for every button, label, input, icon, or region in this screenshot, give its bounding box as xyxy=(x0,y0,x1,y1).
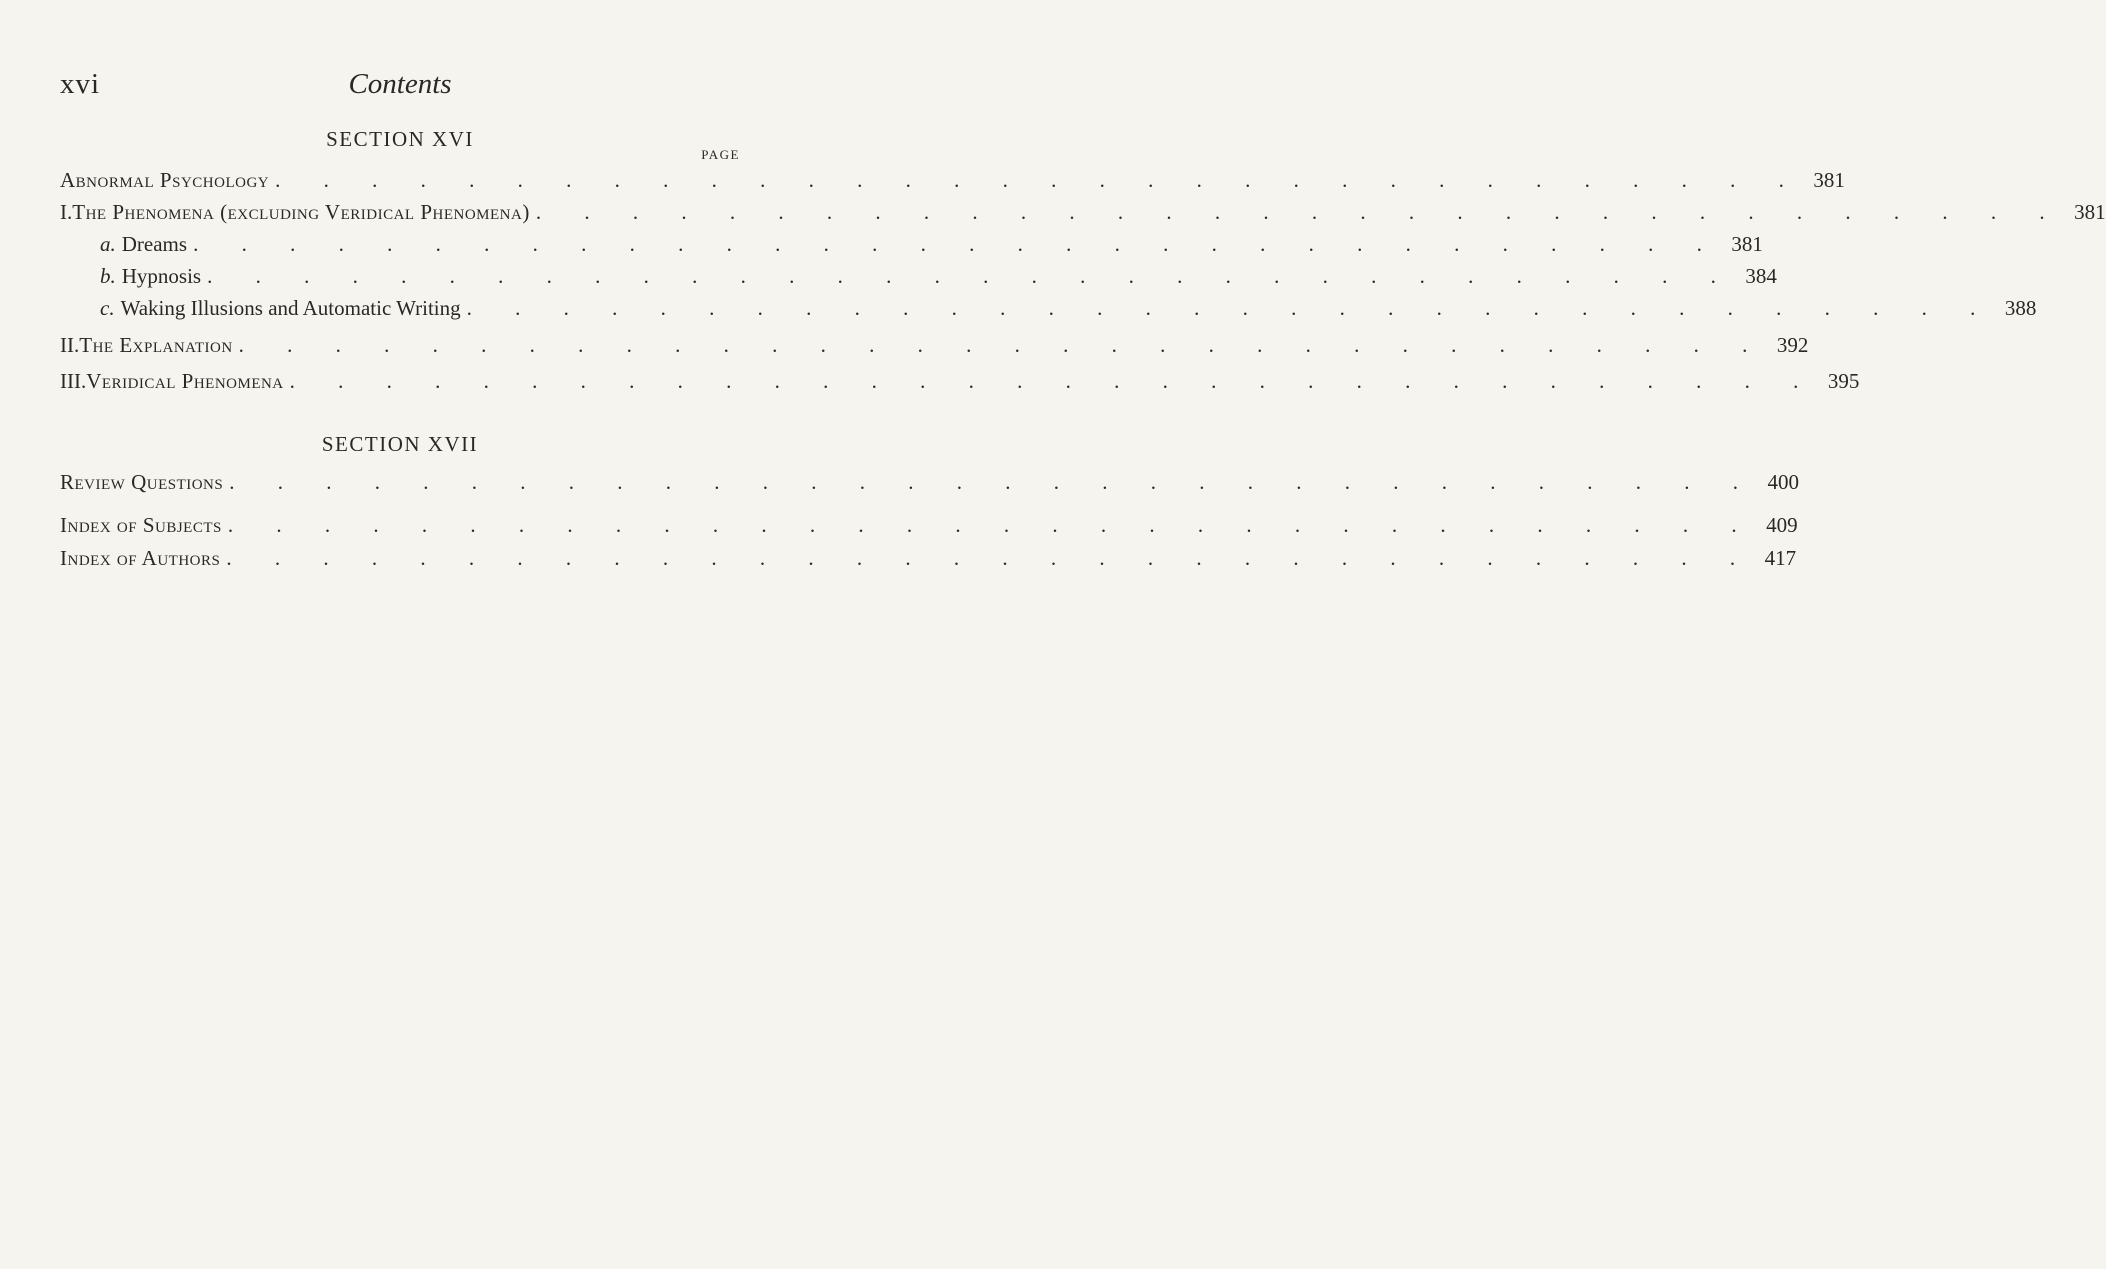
entry-page: 381 xyxy=(1731,232,1763,256)
page-number: xvi xyxy=(60,68,101,100)
entry-title: Review Questions xyxy=(60,470,224,494)
toc-entry-abnormal-psychology xyxy=(60,168,1845,198)
entry-title: Dreams xyxy=(121,232,188,256)
dot-leader: . . . . . . . . . . . . . . . . . . . . . . . . . . . . . . . . xyxy=(466,296,1995,320)
entry-title: Abnormal Psychology xyxy=(60,168,270,192)
entry-letter: b. xyxy=(100,264,116,288)
toc-entry-phenomena xyxy=(60,200,2106,230)
dot-leader: . . . . . . . . . . . . . . . . . . . . . . . . . . . . . . . . xyxy=(275,168,1803,192)
dot-leader: . . . . . . . . . . . . . . . . . . . . . . . . . . . . . . . . xyxy=(229,470,1757,494)
toc-entry-waking-illusions xyxy=(100,296,2037,326)
toc-entry-hypnosis xyxy=(100,264,1777,294)
entry-number: III. xyxy=(60,369,87,393)
entry-title: Waking Illusions and Automatic Writing xyxy=(120,296,461,320)
toc-entry-veridical-phenomena xyxy=(60,369,1860,399)
running-head xyxy=(60,68,740,108)
section-heading: SECTION XVI xyxy=(326,127,474,151)
entry-page: 381 xyxy=(1813,168,1845,192)
toc-entry-explanation xyxy=(60,333,1809,363)
entry-page: 381 xyxy=(2074,200,2106,224)
entry-number: II. xyxy=(60,333,80,357)
toc-entry-index-authors xyxy=(60,546,1797,576)
entry-title: The Explanation xyxy=(79,333,233,357)
dot-leader: . . . . . . . . . . . . . . . . . . . . . . . . . . . . . . . . xyxy=(535,200,2064,224)
entry-title: Hypnosis xyxy=(121,264,202,288)
entry-page: 409 xyxy=(1766,513,1798,537)
dot-leader: . . . . . . . . . . . . . . . . . . . . . . . . . . . . . . . . xyxy=(289,369,1818,393)
dot-leader: . . . . . . . . . . . . . . . . . . . . . . . . . . . . . . . . xyxy=(193,232,1721,256)
dot-leader: . . . . . . . . . . . . . . . . . . . . . . . . . . . . . . . . xyxy=(238,333,1767,357)
entry-title: The Phenomena (excluding Veridical Phenomena) xyxy=(72,200,530,224)
entry-page: 384 xyxy=(1745,264,1777,288)
toc-entry-index-subjects xyxy=(60,513,1798,543)
entry-page: 392 xyxy=(1776,333,1809,357)
page-title: Contents xyxy=(348,68,452,100)
toc-entry-dreams xyxy=(100,232,1763,262)
entry-number: I. xyxy=(60,200,73,224)
page-column-label: PAGE xyxy=(701,147,740,162)
entry-letter: c. xyxy=(100,296,115,320)
dot-leader: . . . . . . . . . . . . . . . . . . . . . . . . . . . . . . . . xyxy=(207,264,1735,288)
dot-leader: . . . . . . . . . . . . . . . . . . . . . . . . . . . . . . . . xyxy=(226,546,1755,570)
entry-page: 395 xyxy=(1827,369,1860,393)
toc-entry-review-questions xyxy=(60,470,1799,500)
entry-page: 417 xyxy=(1764,546,1797,570)
dot-leader: . . . . . . . . . . . . . . . . . . . . . . . . . . . . . . . . xyxy=(227,513,1756,537)
entry-title: Index of Authors xyxy=(60,546,221,570)
entry-title: Veridical Phenomena xyxy=(86,369,284,393)
entry-page: 400 xyxy=(1767,470,1799,494)
entry-page: 388 xyxy=(2004,296,2037,320)
section-heading: SECTION XVII xyxy=(321,432,479,456)
entry-title: Index of Subjects xyxy=(60,513,222,537)
entry-letter: a. xyxy=(100,232,116,256)
